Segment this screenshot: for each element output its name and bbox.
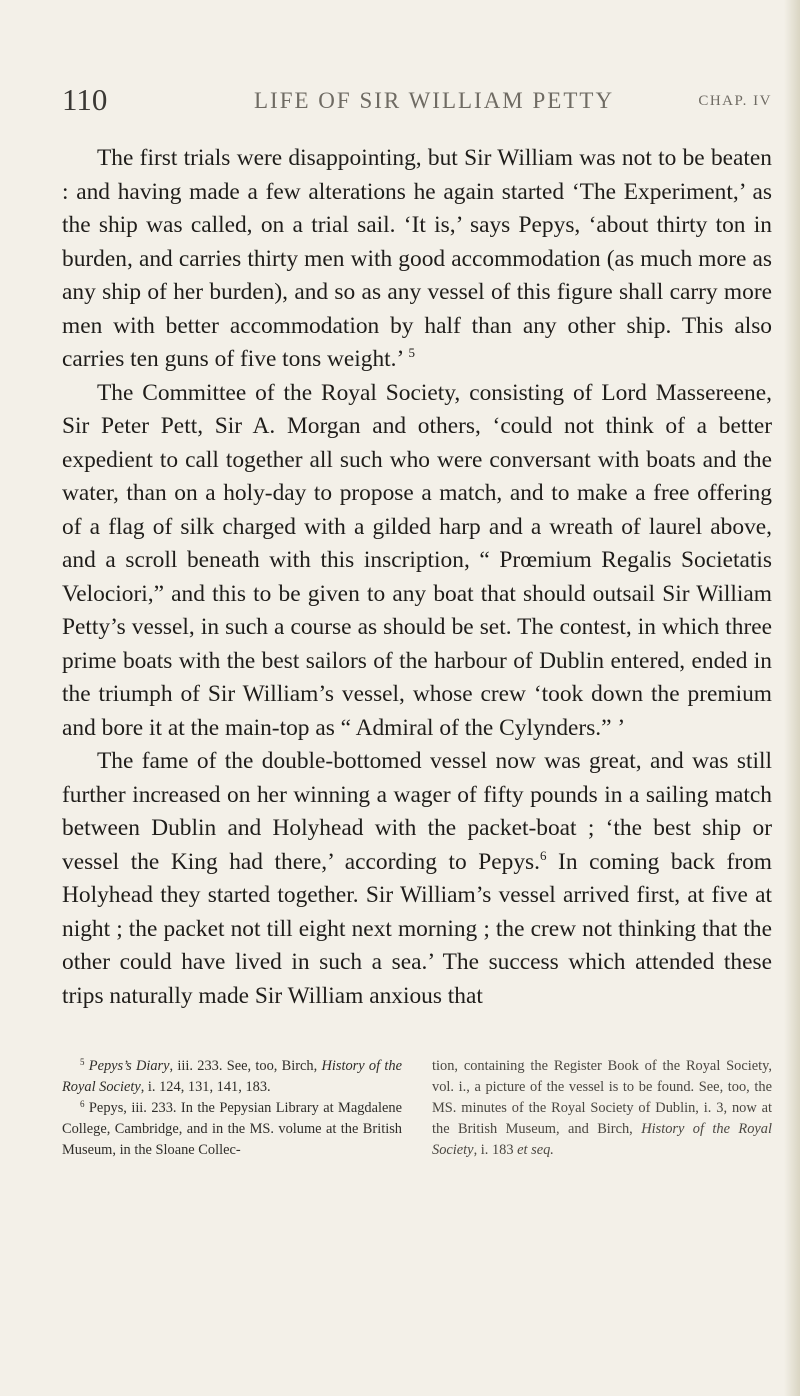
paragraph-2: The Committee of the Royal Society, consisting of Lord Massereene, Sir Peter Pett, Sir A. Morgan and others, ‘could not think of a better expedient to call together all such who were conversant with boats and the water, than on a holy-day to propose a match, and to make a free offering of a flag of silk charged with a gilded harp and a wreath of laurel above, and a scroll beneath with this inscription, “ Prœmium Regalis Societatis Velociori,” and this to be given to any boat that should outsail Sir William Petty’s vessel, in such a course as should be set. The contest, in which three prime boats with the best sailors of the harbour of Dublin entered, ended in the triumph of Sir William’s vessel, whose crew ‘took down the premium and bore it at the main-top as “ Admiral of the Cylynders.” ’ bbox=[62, 379, 772, 741]
chapter-label: CHAP. IV bbox=[698, 93, 772, 109]
footnote-6-mark: 6 bbox=[80, 1099, 85, 1109]
footnote-6-etseq: et seq. bbox=[517, 1142, 554, 1158]
running-title: LIFE OF SIR WILLIAM PETTY bbox=[254, 88, 615, 113]
footnote-6-continued: tion, containing the Register Book of the Royal Society, vol. i., a picture of the vessel is to be found. See, too, the MS. minutes of the Royal Society of Dublin, i. 3, now at the British Museum, and Birch, History of the Royal Society, i. 183 et seq. bbox=[432, 1058, 772, 1158]
running-head bbox=[62, 82, 772, 122]
footnote-6-title: History of the Royal Society bbox=[432, 1121, 772, 1158]
paragraph-1 bbox=[62, 142, 772, 377]
paragraph-3-text-a: The fame of the double-bottomed vessel now was great, and was still further increased on her winning a wager of fifty pounds in a sailing match between Dublin and Holyhead with the packet-boat ; ‘the best ship or vessel the King had there,’ according to Pepys. bbox=[62, 748, 772, 875]
body-text bbox=[62, 142, 772, 1013]
footnote-5-mark: 5 bbox=[80, 1057, 85, 1067]
paragraph-3-text-b: In coming back from Holyhead they started together. Sir William’s vessel arrived first, at five at night ; the packet not till eight next morning ; the crew not thinking that the other could have lived in such a sea.’ The success which attended these trips naturally made Sir William anxious that bbox=[62, 848, 772, 1009]
footnote-5-text-a: , iii. 233. See, too, Birch, bbox=[169, 1058, 322, 1074]
footnote-5 bbox=[62, 1056, 402, 1098]
paragraph-3 bbox=[62, 745, 772, 1013]
page-edge-shadow bbox=[784, 0, 800, 1396]
footnote-6-start bbox=[62, 1098, 402, 1161]
footnote-5-title-2: History of the Royal Society bbox=[62, 1058, 402, 1095]
footnotes-right-column bbox=[432, 1056, 772, 1161]
footnote-6-text-left: Pepys, iii. 233. In the Pepysian Library at Magdalene College, Cambridge, and in the MS. volume at the British Museum, in the Sloane Collec- bbox=[62, 1100, 402, 1158]
page-number: 110 bbox=[62, 82, 108, 117]
footnote-ref-6: 6 bbox=[540, 847, 547, 863]
footnote-ref-5: 5 bbox=[408, 345, 415, 360]
footnote-5-title: Pepys’s Diary bbox=[88, 1058, 170, 1074]
footnote-6-text-b: , i. 183 bbox=[473, 1142, 518, 1158]
footnotes-left-column bbox=[62, 1056, 402, 1161]
paragraph-1-text: The first trials were disappointing, but Sir William was not to be beaten : and having made a few alterations he again started ‘The Experiment,’ as the ship was called, on a trial sail. ‘It is,’ says Pepys, ‘about thirty ton in burden, and carries thirty men with good accommodation (as much more as any ship of her burden), and so as any vessel of this figure shall carry more men with better accommodation by half than any other ship. This also carries ten guns of five tons weight.’ bbox=[62, 145, 772, 372]
footnote-5-text-b: , i. 124, 131, 141, 183. bbox=[140, 1079, 271, 1095]
